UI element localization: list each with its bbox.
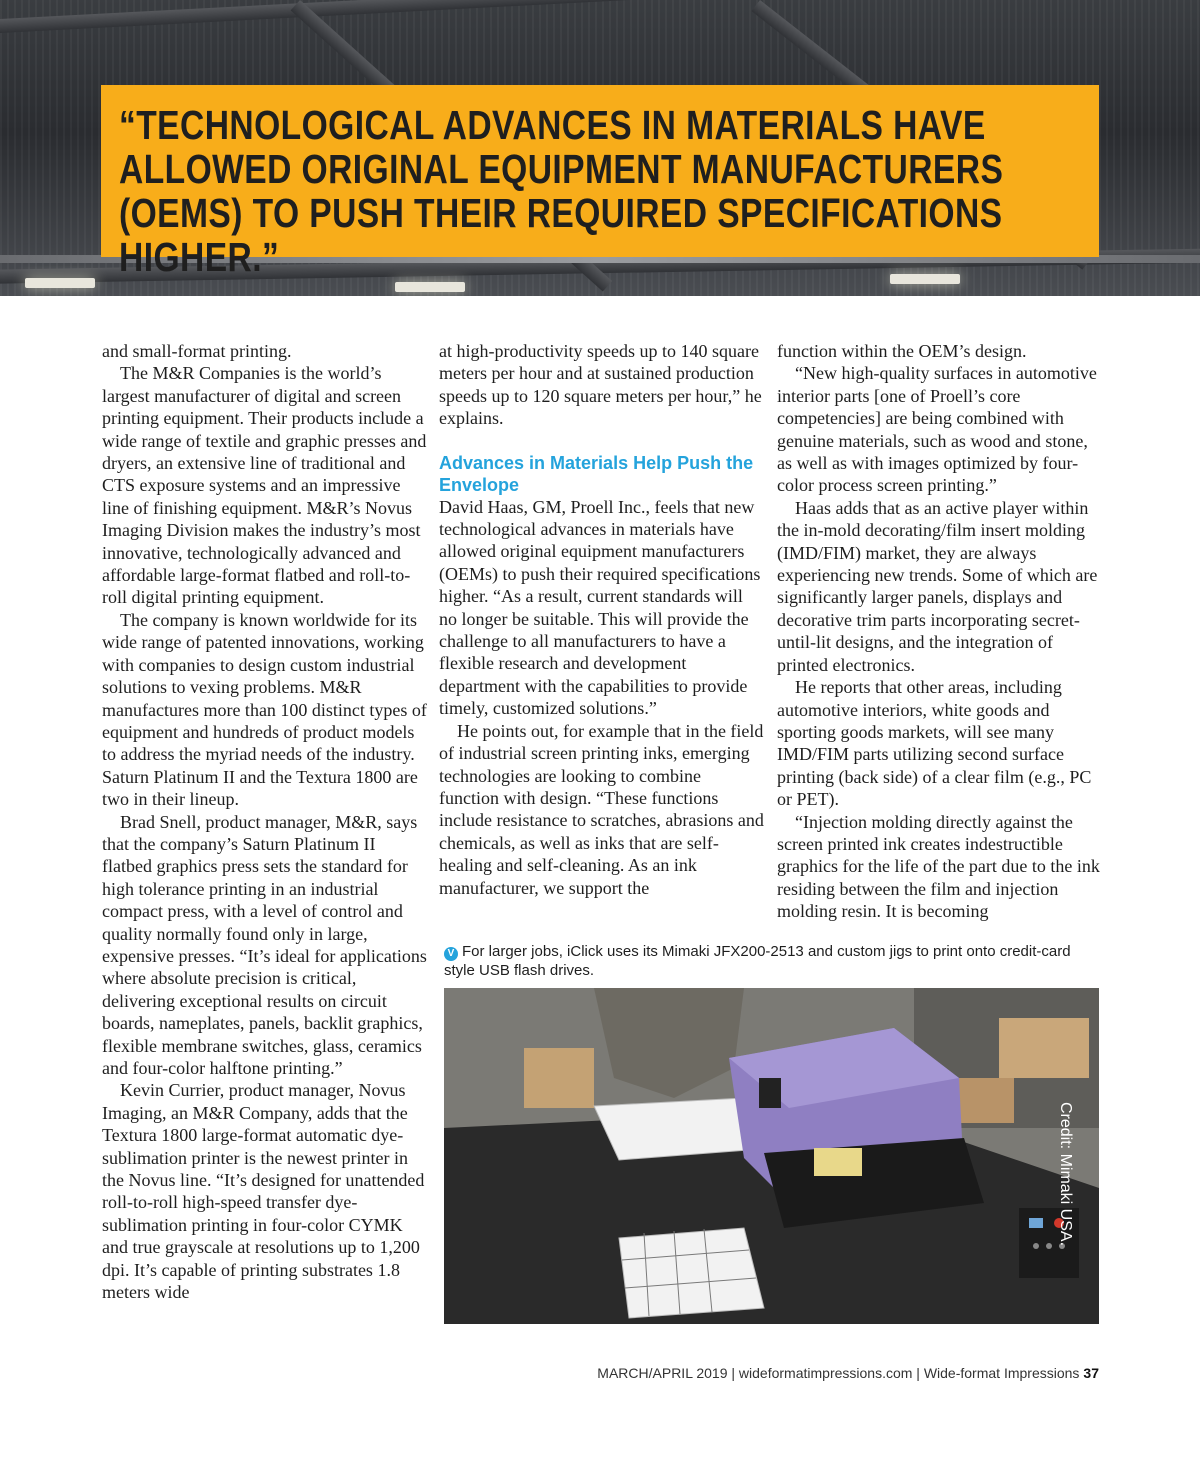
paragraph: “New high-quality surfaces in automotive interior parts [one of Proell’s core competencies] are being combined with genuine materials, such as wood and stone, as well as with images optimized by four-color process screen printing.”: [777, 363, 1097, 496]
printer-photo: [444, 988, 1099, 1324]
paragraph: at high-productivity speeds up to 140 square meters per hour and at sustained production speeds up to 120 square meters per hour,” he explains.: [439, 341, 762, 429]
paragraph: Kevin Currier, product manager, Novus Imaging, an M&R Company, adds that the Textura 1800 large-format automatic dye-sublimation printer is the newest printer in the Novus line. “It’s designed for unattended roll-to-roll high-speed transfer dye-sublimation printing in four-color CYMK and true grayscale at resolutions up to 1,200 dpi. It’s capable of printing substrates 1.8 meters wide: [102, 1080, 425, 1303]
article-column-3: [777, 340, 1103, 923]
paragraph: Haas adds that as an active player within the in-mold decorating/film insert molding (IMD/FIM) market, they are always experiencing new trends. Some of which are significantly larger panels, displays and decorative trim parts incorporating secret-until-lit designs, and the integration of printed electronics.: [777, 497, 1098, 675]
hero-banner: [0, 0, 1200, 296]
ceiling-lamp: [395, 282, 465, 292]
paragraph: function within the OEM’s design.: [777, 341, 1027, 361]
paragraph: Brad Snell, product manager, M&R, says that the company’s Saturn Platinum II flatbed graphics press sets the standard for high tolerance printing in an industrial compact press, with a level of control and quality normally found only in large, expensive presses. “It’s ideal for applications where absolute precision is critical, delivering exceptional results on circuit boards, nameplates, panels, backlit graphics, flexible membrane switches, glass, ceramics and four-color halftone printing.”: [102, 811, 427, 1078]
section-subhead: Advances in Materials Help Push the Envelope: [439, 452, 754, 495]
ceiling-lamp: [25, 278, 95, 288]
ceiling-beam: [0, 0, 1200, 34]
chevron-down-icon: V: [444, 947, 458, 961]
printer-illustration: [444, 988, 1099, 1324]
photo-credit: Credit: Mimaki USA.: [1057, 1102, 1074, 1247]
paragraph: The M&R Companies is the world’s largest manufacturer of digital and screen printing equipment. Their products include a wide range of textile and graphic presses and dryers, an extensive line of traditional and CTS exposure systems and an impressive line of finishing equipment. M&R’s Novus Imaging Division makes the industry’s most innovative, technologically advanced and affordable large-format flatbed and roll-to-roll digital printing equipment.: [102, 363, 427, 608]
photo-caption: [444, 942, 1094, 980]
paragraph: David Haas, GM, Proell Inc., feels that new technological advances in materials have allowed original equipment manufacturers (OEMs) to push their required specifications higher. “As a result, current standards will no longer be suitable. This will provide the challenge to all manufacturers to have a flexible research and development department with the capabilities to provide timely, customized solutions.”: [439, 496, 761, 719]
pull-quote: “TECHNOLOGICAL ADVANCES IN MATERIALS HAVE ALLOWED ORIGINAL EQUIPMENT MANUFACTURERS (OEMS) TO PUSH THEIR REQUIRED SPECIFICATIONS HIGHER.”: [119, 102, 1004, 280]
paragraph: The company is known worldwide for its wide range of patented innovations, working with companies to design custom industrial solutions to vexing problems. M&R manufactures more than 100 distinct types of equipment and hundreds of product models to address the myriad needs of the industry. Saturn Platinum II and the Textura 1800 are two in their lineup.: [102, 609, 427, 810]
paragraph: He points out, for example that in the field of industrial screen printing inks, emerging technologies are looking to combine function with design. “These functions include resistance to scratches, abrasions and chemicals, as well as inks that are self-healing and self-cleaning. As an ink manufacturer, we support the: [439, 720, 764, 898]
paragraph: and small-format printing.: [102, 341, 292, 361]
page-footer: [597, 1365, 1099, 1381]
paragraph: He reports that other areas, including automotive interiors, white goods and sporting goods markets, will see many IMD/FIM parts utilizing second surface printing (back side) of a clear film (e.g., PC or PET).: [777, 677, 1092, 810]
article-column-2: [439, 340, 765, 899]
pull-quote-box: [101, 85, 1099, 280]
paragraph: “Injection molding directly against the screen printed ink creates indestructible graphics for the life of the part due to the ink residing between the film and injection molding resin. It is becoming: [777, 811, 1100, 922]
page-number: 37: [1083, 1365, 1099, 1381]
footer-text: MARCH/APRIL 2019 | wideformatimpressions.com | Wide-format Impressions: [597, 1365, 1080, 1381]
caption-text: For larger jobs, iClick uses its Mimaki JFX200-2513 and custom jigs to print onto credit-card style USB flash drives.: [444, 943, 1071, 979]
article-column-1: [102, 340, 428, 1303]
